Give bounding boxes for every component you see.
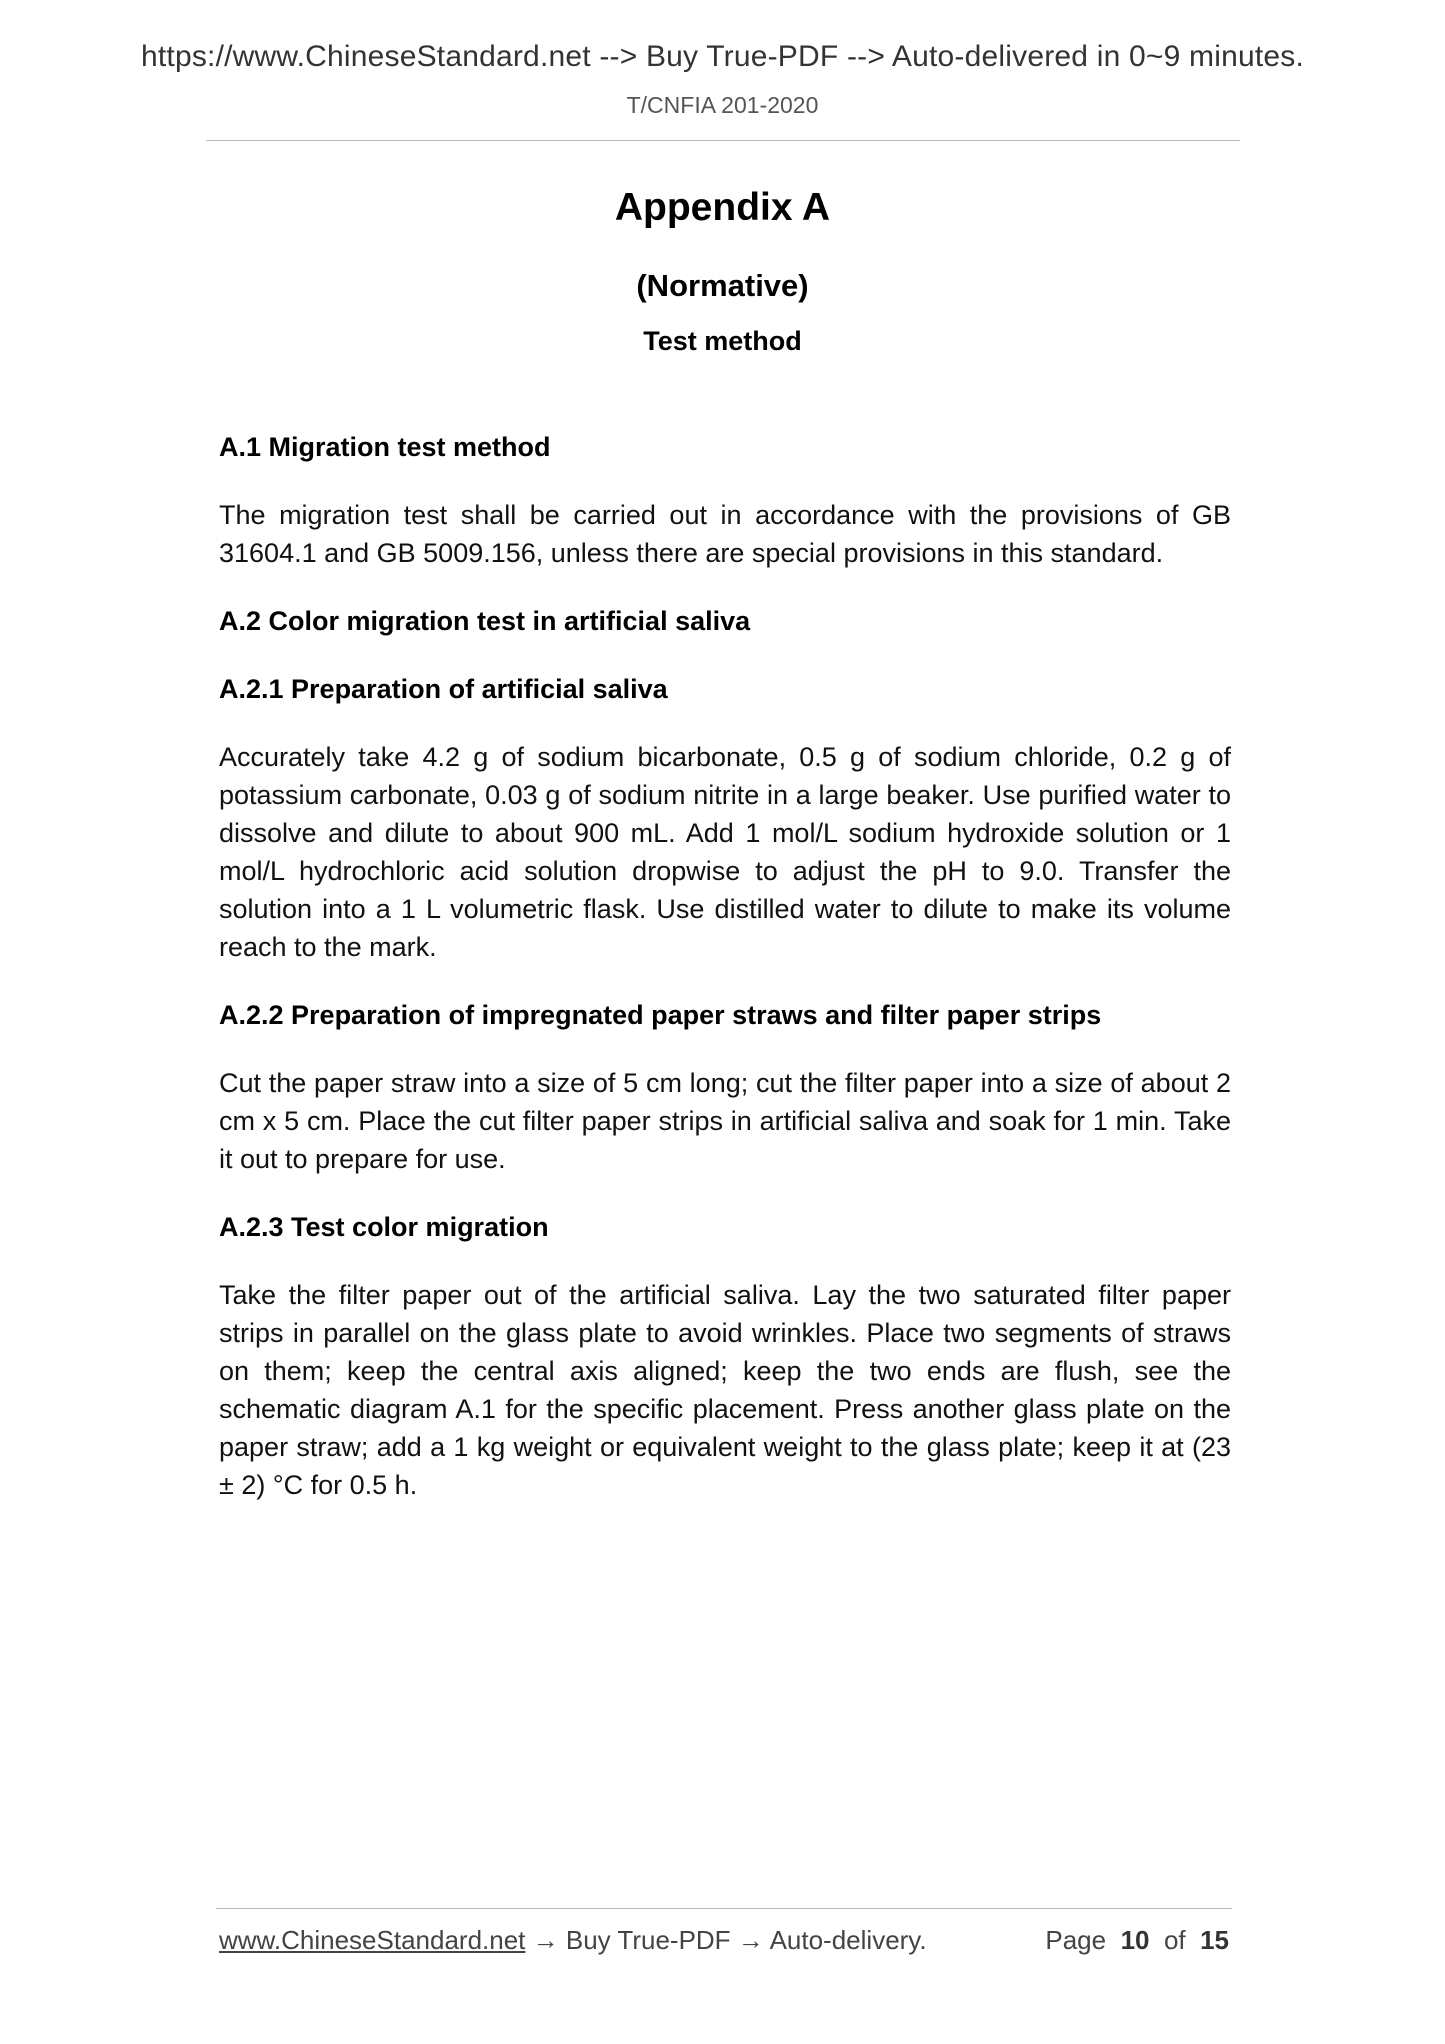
document-body xyxy=(219,428,1231,1534)
section-text-a21: Accurately take 4.2 g of sodium bicarbonate, 0.5 g of sodium chloride, 0.2 g of potassium carbonate, 0.03 g of sodium nitrite in a large beaker. Use purified water to dissolve and dilute to about 900 mL. Add 1 mol/L sodium hydroxide solution or 1 mol/L hydrochloric acid solution dropwise to adjust the pH to 9.0. Transfer the solution into a 1 L volumetric flask. Use distilled water to dilute to make its volume reach to the mark. xyxy=(219,742,1231,962)
section-heading-a21: A.2.1 Preparation of artificial saliva xyxy=(219,674,668,704)
section-heading-a2: A.2 Color migration test in artificial saliva xyxy=(219,606,751,636)
footer-promo-text: → Buy True-PDF → Auto-delivery. xyxy=(525,1925,927,1955)
section-text-a22: Cut the paper straw into a size of 5 cm long; cut the filter paper into a size of about 2 cm x 5 cm. Place the cut filter paper strips in artificial saliva and soak for 1 min. Take it out to prepare for use. xyxy=(219,1068,1231,1174)
page-total: 15 xyxy=(1200,1925,1229,1955)
page-current: 10 xyxy=(1120,1925,1150,1955)
footer-divider xyxy=(216,1908,1232,1909)
page-label: Page xyxy=(1045,1925,1107,1955)
header-divider xyxy=(206,140,1240,141)
appendix-title: Appendix A xyxy=(614,186,831,229)
page-of: of xyxy=(1163,1925,1186,1955)
appendix-type: (Normative) xyxy=(636,268,809,303)
standard-code: T/CNFIA 201-2020 xyxy=(626,92,819,118)
section-heading-a1: A.1 Migration test method xyxy=(219,432,551,462)
footer-promo xyxy=(219,1925,927,1956)
top-banner: https://www.ChineseStandard.net --> Buy True-PDF --> Auto-delivered in 0~9 minutes. xyxy=(141,40,1304,73)
footer-site-link[interactable]: www.ChineseStandard.net xyxy=(219,1925,526,1955)
section-heading-a22: A.2.2 Preparation of impregnated paper straws and filter paper strips xyxy=(219,1000,1102,1030)
section-heading-a23: A.2.3 Test color migration xyxy=(219,1212,549,1242)
section-text-a1: The migration test shall be carried out in accordance with the provisions of GB 31604.1 and GB 5009.156, unless there are special provisions in this standard. xyxy=(219,500,1231,568)
page-number xyxy=(1045,1925,1229,1956)
section-text-a23: Take the filter paper out of the artificial saliva. Lay the two saturated filter paper strips in parallel on the glass plate to avoid wrinkles. Place two segments of straws on them; keep the central axis aligned; keep the two ends are flush, see the schematic diagram A.1 for the specific placement. Press another glass plate on the paper straw; add a 1 kg weight or equivalent weight to the glass plate; keep it at (23 ± 2) °C for 0.5 h. xyxy=(219,1280,1231,1500)
appendix-subject: Test method xyxy=(643,326,802,356)
